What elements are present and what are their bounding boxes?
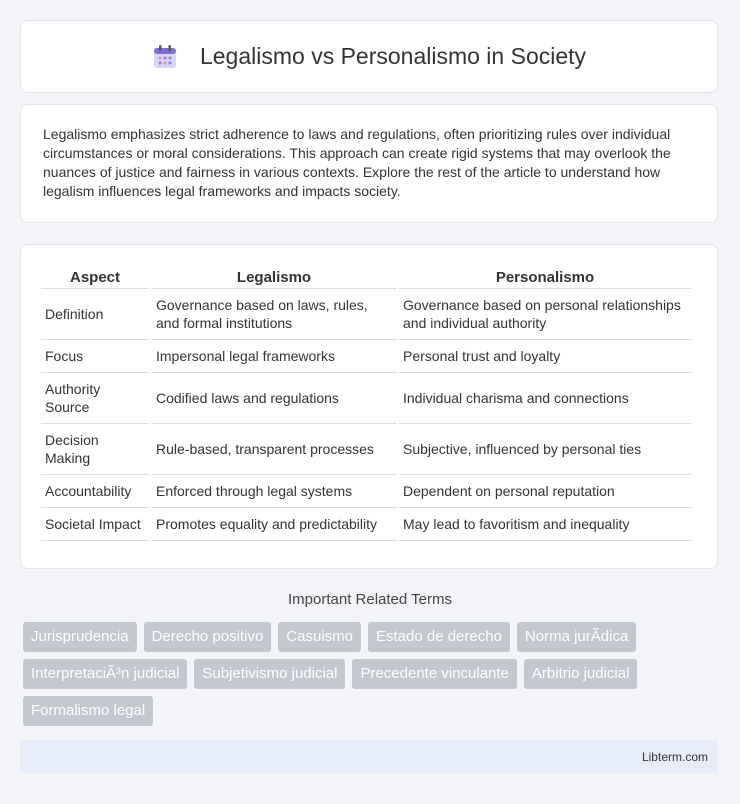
legalismo-cell: Rule-based, transparent processes <box>152 424 396 475</box>
footer <box>20 740 718 773</box>
related-term-tag[interactable]: Casuismo <box>278 622 361 652</box>
aspect-cell: Definition <box>41 289 149 340</box>
legalismo-cell: Governance based on laws, rules, and formal institutions <box>152 289 396 340</box>
related-term-tag[interactable]: Norma jurÃdica <box>517 622 636 652</box>
legalismo-cell: Enforced through legal systems <box>152 475 396 508</box>
page-title: Legalismo vs Personalismo in Society <box>199 43 587 69</box>
aspect-cell: Societal Impact <box>41 508 149 541</box>
related-term-tag[interactable]: Jurisprudencia <box>23 622 137 652</box>
legalismo-cell: Impersonal legal frameworks <box>152 340 396 373</box>
table-row <box>41 289 691 340</box>
table-row <box>41 340 691 373</box>
related-terms-title: Important Related Terms <box>288 591 452 608</box>
personalismo-cell: Personal trust and loyalty <box>399 340 691 373</box>
personalismo-cell: Governance based on personal relationships and individual authority <box>399 289 691 340</box>
legalismo-cell: Promotes equality and predictability <box>152 508 396 541</box>
table-row <box>41 475 691 508</box>
aspect-cell: Accountability <box>41 475 149 508</box>
table-row <box>41 508 691 541</box>
related-term-tag[interactable]: Subjetivismo judicial <box>194 659 345 689</box>
intro-text: Legalismo emphasizes strict adherence to laws and regulations, often prioritizing rules over individual circumstances or moral considerations. This approach can create rigid systems that may overlook the nuances of justice and fairness in various contexts. Explore the rest of the article to understand how legalism influences legal frameworks and impacts society. <box>43 126 671 199</box>
related-term-tag[interactable]: Formalismo legal <box>23 696 153 726</box>
table-row <box>41 424 691 475</box>
related-term-tag[interactable]: Estado de derecho <box>368 622 510 652</box>
calendar-icon <box>152 44 178 70</box>
related-term-tag[interactable]: Derecho positivo <box>144 622 272 652</box>
comparison-table-card <box>20 244 718 569</box>
personalismo-cell: Subjective, influenced by personal ties <box>399 424 691 475</box>
aspect-cell: Focus <box>41 340 149 373</box>
title-card <box>20 20 718 93</box>
aspect-cell: Authority Source <box>41 373 149 424</box>
aspect-cell: Decision Making <box>41 424 149 475</box>
comparison-table <box>38 265 694 541</box>
related-term-tag[interactable]: Precedente vinculante <box>352 659 516 689</box>
related-term-tag[interactable]: InterpretaciÃ³n judicial <box>23 659 187 689</box>
header-aspect: Aspect <box>41 265 149 289</box>
personalismo-cell: Dependent on personal reputation <box>399 475 691 508</box>
header-legalismo: Legalismo <box>152 265 396 289</box>
related-terms-list <box>23 622 723 733</box>
table-header-row <box>41 265 691 289</box>
personalismo-cell: Individual charisma and connections <box>399 373 691 424</box>
related-term-tag[interactable]: Arbitrio judicial <box>524 659 638 689</box>
legalismo-cell: Codified laws and regulations <box>152 373 396 424</box>
intro-card <box>20 104 718 223</box>
personalismo-cell: May lead to favoritism and inequality <box>399 508 691 541</box>
table-row <box>41 373 691 424</box>
header-personalismo: Personalismo <box>399 265 691 289</box>
footer-site-link[interactable]: Libterm.com <box>641 749 708 764</box>
